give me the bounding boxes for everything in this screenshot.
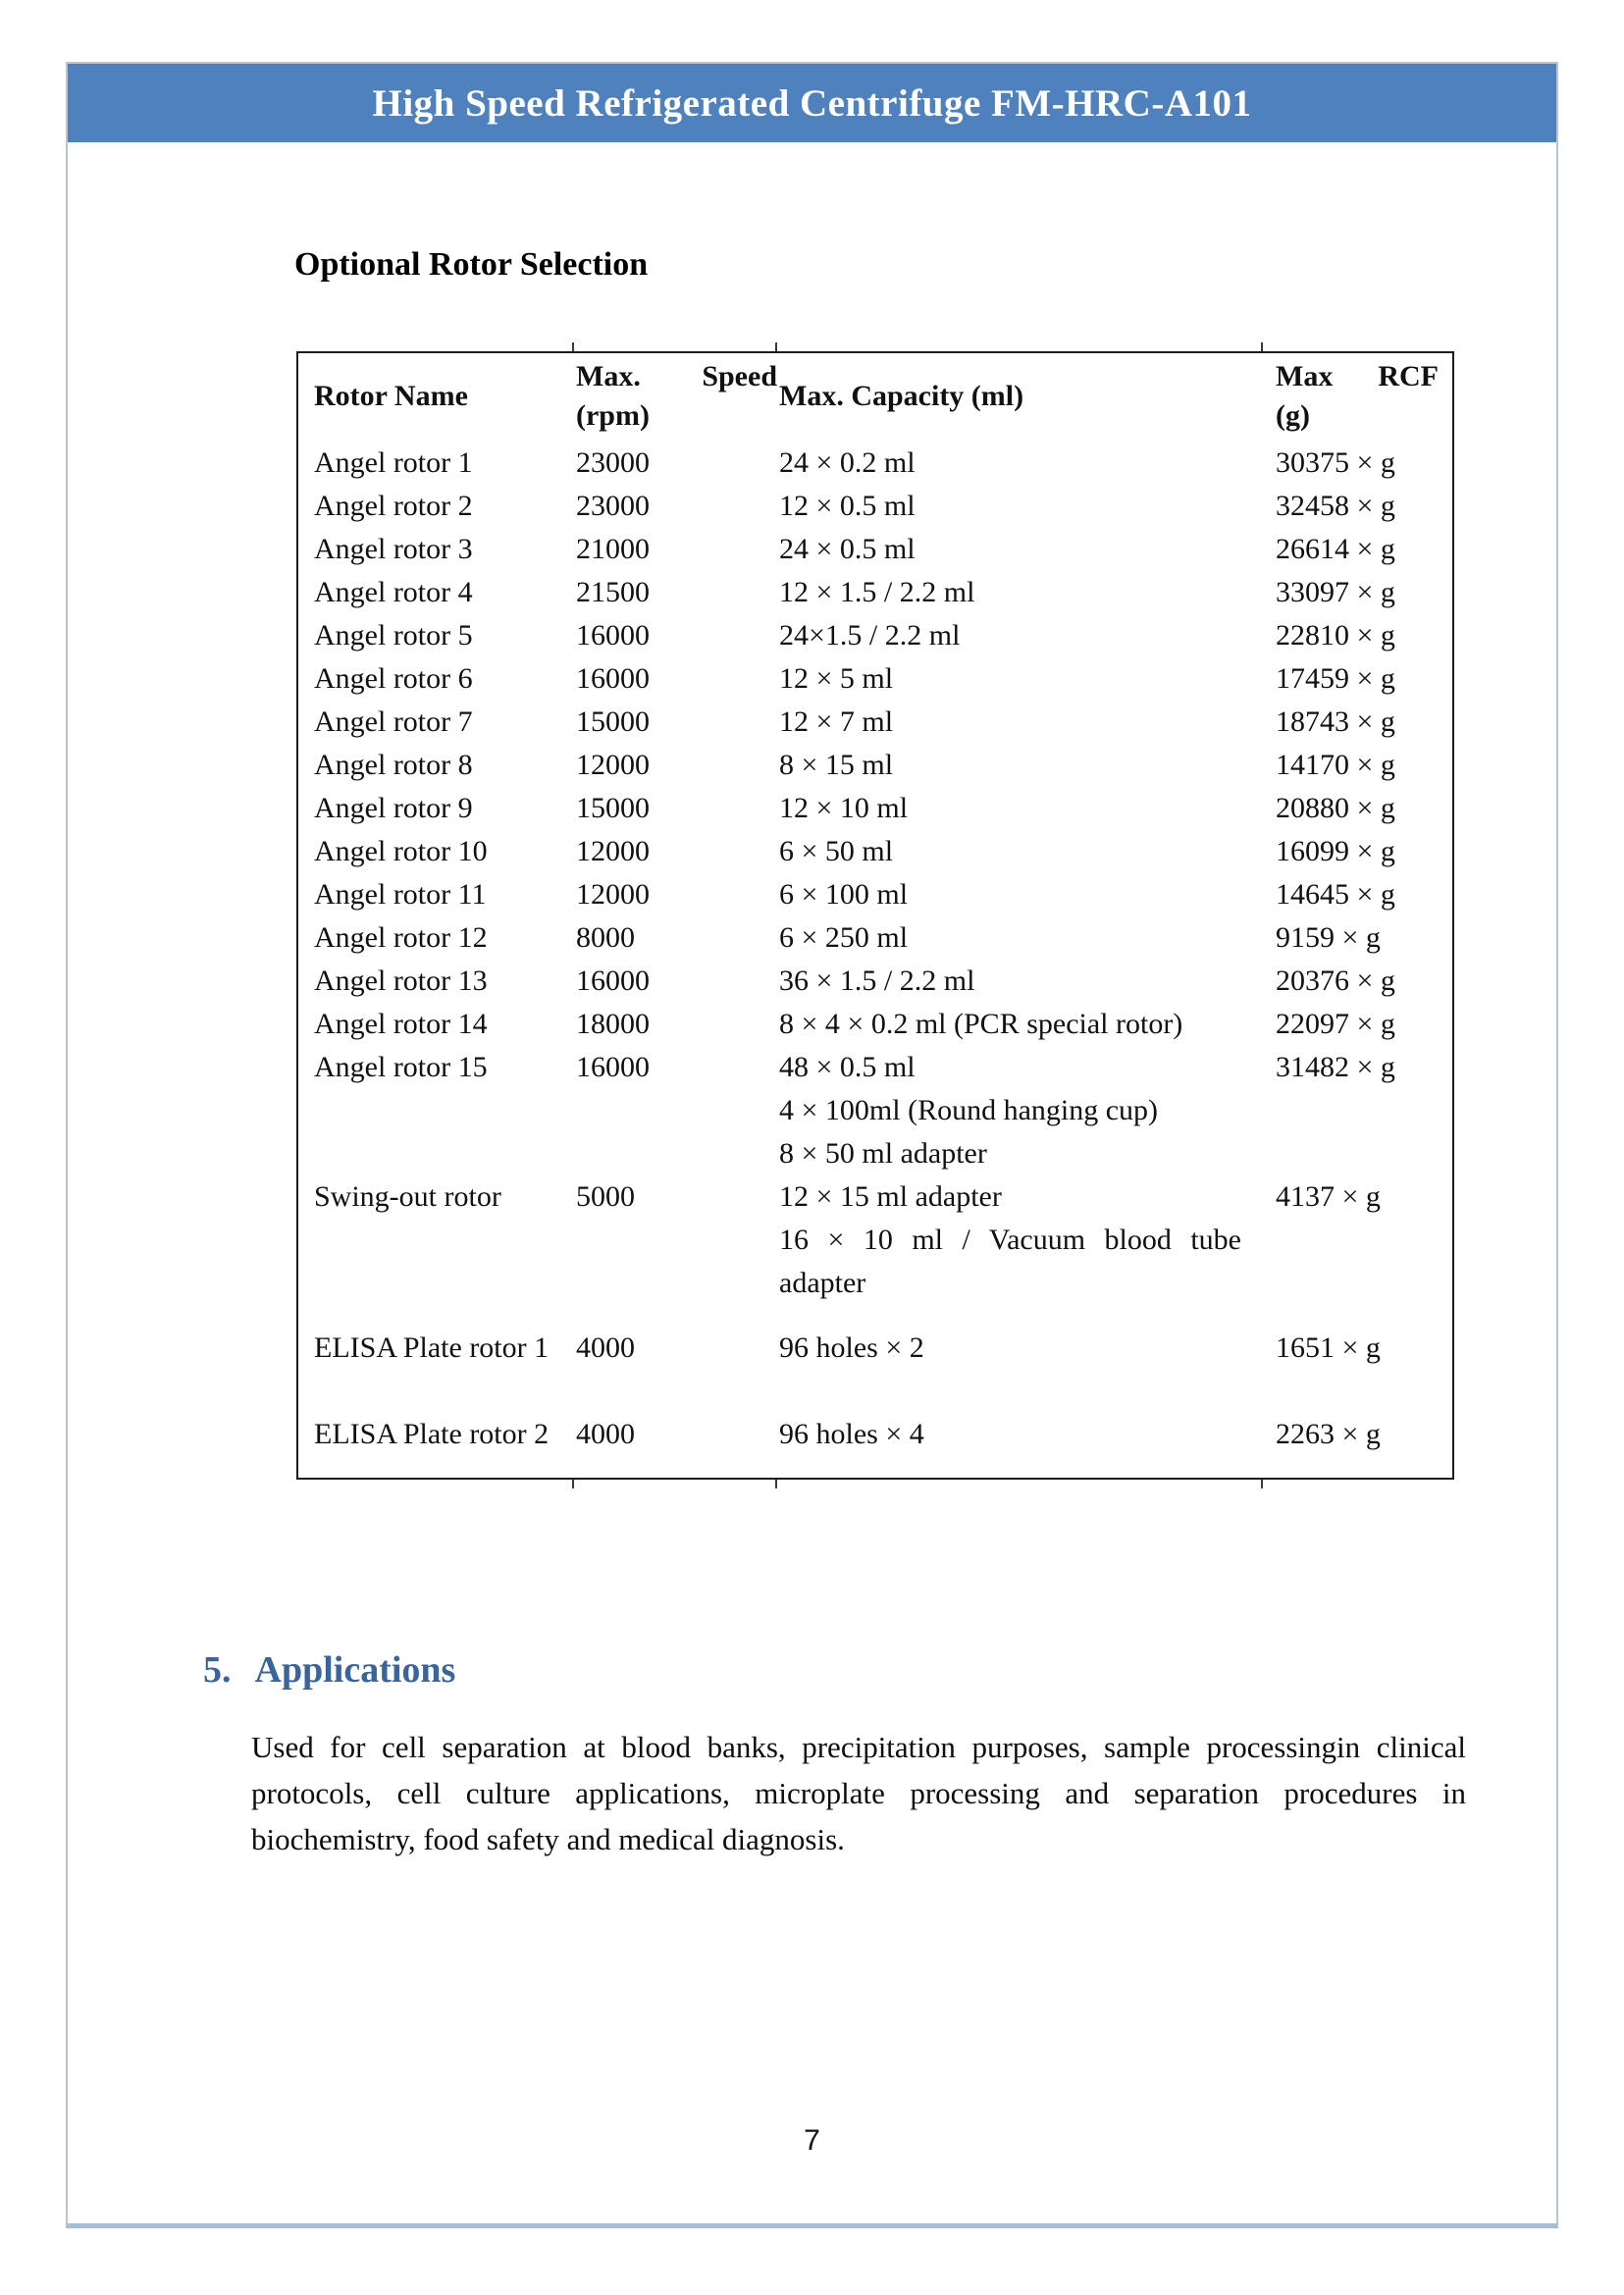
section-number: 5.	[203, 1649, 232, 1691]
speed-cell: 5000	[576, 1180, 635, 1213]
speed-cell: 8000	[576, 921, 635, 954]
speed-cell: 4000	[576, 1331, 635, 1364]
rcf-cell: 22810 × g	[1276, 619, 1395, 652]
max-rcf-header-line1: Max RCF	[1276, 360, 1439, 392]
rcf-cell: 9159 × g	[1276, 921, 1381, 954]
rcf-cell: 26614 × g	[1276, 533, 1395, 565]
page-number: 7	[804, 2124, 820, 2157]
rotor-name-cell: ELISA Plate rotor 1	[314, 1331, 550, 1364]
table-row-swing-out	[298, 1089, 1452, 1305]
rotor-name-cell: Angel rotor 5	[314, 619, 473, 652]
rcf-cell: 32458 × g	[1276, 490, 1395, 522]
table-row	[298, 485, 1452, 528]
section-title: Applications	[254, 1649, 456, 1691]
table-row-elisa-1	[298, 1305, 1452, 1391]
document-header-bar	[68, 64, 1556, 142]
rotor-table	[296, 351, 1454, 1480]
rotor-table-heading: Optional Rotor Selection	[294, 246, 649, 283]
table-row	[298, 787, 1452, 830]
rcf-cell: 16099 × g	[1276, 835, 1395, 867]
rcf-cell: 1651 × g	[1276, 1331, 1381, 1364]
column-header-max-rcf	[1263, 357, 1452, 436]
capacity-cell: 8 × 15 ml	[779, 749, 894, 781]
rcf-cell: 14170 × g	[1276, 749, 1395, 781]
capacity-cell: 96 holes × 4	[779, 1418, 924, 1450]
capacity-cell: 12 × 1.5 / 2.2 ml	[779, 576, 975, 608]
speed-cell: 12000	[576, 835, 650, 867]
capacity-line: 12 × 15 ml adapter	[779, 1180, 1002, 1213]
speed-cell: 23000	[576, 446, 650, 479]
table-row	[298, 960, 1452, 1003]
column-divider-stub	[572, 1480, 574, 1488]
speed-cell: 21000	[576, 533, 650, 565]
capacity-cell: 12 × 0.5 ml	[779, 490, 916, 522]
document-page	[66, 62, 1558, 2228]
applications-section-heading	[203, 1648, 455, 1692]
rotor-name-cell: ELISA Plate rotor 2	[314, 1418, 550, 1450]
table-header-row	[298, 353, 1452, 442]
column-divider-stub	[775, 342, 777, 351]
column-header-capacity: Max. Capacity (ml)	[779, 380, 1024, 412]
max-speed-header-line1: Max. Speed	[576, 360, 777, 392]
capacity-cell: 6 × 50 ml	[779, 835, 894, 867]
table-row	[298, 744, 1452, 787]
document-title: High Speed Refrigerated Centrifuge FM-HRC-A101	[372, 81, 1252, 125]
column-header-rotor-name: Rotor Name	[314, 380, 468, 412]
applications-paragraph: Used for cell separation at blood banks, precipitation purposes, sample processingin clinical protocols, cell culture applications, microplate processing and separation procedures in biochemistry, food safety and medical diagnosis.	[251, 1730, 1466, 1856]
speed-cell: 12000	[576, 878, 650, 911]
rcf-cell: 20880 × g	[1276, 792, 1395, 824]
rotor-name-cell: Angel rotor 13	[314, 965, 488, 997]
rotor-name-cell: Swing-out rotor	[314, 1180, 501, 1213]
rcf-cell: 18743 × g	[1276, 705, 1395, 738]
speed-cell: 23000	[576, 490, 650, 522]
table-row	[298, 701, 1452, 744]
speed-cell: 16000	[576, 1051, 650, 1083]
speed-cell: 15000	[576, 705, 650, 738]
capacity-cell: 8 × 4 × 0.2 ml (PCR special rotor)	[779, 1008, 1183, 1040]
table-row	[298, 1003, 1452, 1046]
speed-cell: 15000	[576, 792, 650, 824]
capacity-cell: 12 × 7 ml	[779, 705, 894, 738]
capacity-cell: 24 × 0.2 ml	[779, 446, 916, 479]
rcf-cell: 31482 × g	[1276, 1051, 1395, 1083]
column-divider-stub	[572, 342, 574, 351]
table-row	[298, 1046, 1452, 1089]
rcf-cell: 22097 × g	[1276, 1008, 1395, 1040]
rcf-cell: 2263 × g	[1276, 1418, 1381, 1450]
table-row	[298, 528, 1452, 571]
rotor-name-cell: Angel rotor 6	[314, 662, 473, 695]
column-divider-stub	[1261, 342, 1263, 351]
rcf-cell: 20376 × g	[1276, 965, 1395, 997]
rotor-name-cell: Angel rotor 7	[314, 705, 473, 738]
rotor-name-cell: Angel rotor 1	[314, 446, 473, 479]
capacity-cell: 24 × 0.5 ml	[779, 533, 916, 565]
capacity-line: 8 × 50 ml adapter	[779, 1137, 987, 1170]
rcf-cell: 14645 × g	[1276, 878, 1395, 911]
table-row	[298, 571, 1452, 614]
speed-cell: 16000	[576, 619, 650, 652]
table-row-elisa-2	[298, 1391, 1452, 1478]
rcf-cell: 33097 × g	[1276, 576, 1395, 608]
capacity-cell: 48 × 0.5 ml	[779, 1051, 916, 1083]
capacity-cell: 6 × 100 ml	[779, 878, 909, 911]
max-speed-header-unit: (rpm)	[576, 399, 650, 432]
rotor-name-cell: Angel rotor 15	[314, 1051, 488, 1083]
speed-cell: 16000	[576, 965, 650, 997]
table-row	[298, 442, 1452, 485]
rcf-cell: 17459 × g	[1276, 662, 1395, 695]
table-row	[298, 830, 1452, 873]
column-divider-stub	[775, 1480, 777, 1488]
rotor-name-cell: Angel rotor 4	[314, 576, 473, 608]
rcf-cell: 30375 × g	[1276, 446, 1395, 479]
rotor-name-cell: Angel rotor 10	[314, 835, 488, 867]
capacity-cell: 36 × 1.5 / 2.2 ml	[779, 965, 975, 997]
capacity-cell: 96 holes × 2	[779, 1331, 924, 1364]
speed-cell: 16000	[576, 662, 650, 695]
max-rcf-header-unit: (g)	[1276, 399, 1310, 432]
speed-cell: 12000	[576, 749, 650, 781]
rotor-name-cell: Angel rotor 8	[314, 749, 473, 781]
capacity-cell: 6 × 250 ml	[779, 921, 909, 954]
column-divider-stub	[1261, 1480, 1263, 1488]
capacity-cell: 12 × 10 ml	[779, 792, 909, 824]
column-header-max-speed	[574, 357, 777, 436]
rotor-name-cell: Angel rotor 12	[314, 921, 488, 954]
speed-cell: 21500	[576, 576, 650, 608]
table-row	[298, 614, 1452, 657]
rcf-cell: 4137 × g	[1276, 1180, 1381, 1213]
capacity-cell	[777, 1089, 1263, 1305]
capacity-line: 4 × 100ml (Round hanging cup)	[779, 1094, 1159, 1126]
table-row	[298, 873, 1452, 916]
speed-cell: 4000	[576, 1418, 635, 1450]
rotor-name-cell: Angel rotor 3	[314, 533, 473, 565]
capacity-line: 16 × 10 ml / Vacuum blood tube adapter	[779, 1224, 1241, 1299]
rotor-name-cell: Angel rotor 2	[314, 490, 473, 522]
rotor-name-cell: Angel rotor 9	[314, 792, 473, 824]
table-row	[298, 916, 1452, 960]
rotor-name-cell: Angel rotor 11	[314, 878, 487, 911]
speed-cell: 18000	[576, 1008, 650, 1040]
capacity-cell: 24×1.5 / 2.2 ml	[779, 619, 961, 652]
rotor-name-cell: Angel rotor 14	[314, 1008, 488, 1040]
capacity-cell: 12 × 5 ml	[779, 662, 894, 695]
table-row	[298, 657, 1452, 701]
